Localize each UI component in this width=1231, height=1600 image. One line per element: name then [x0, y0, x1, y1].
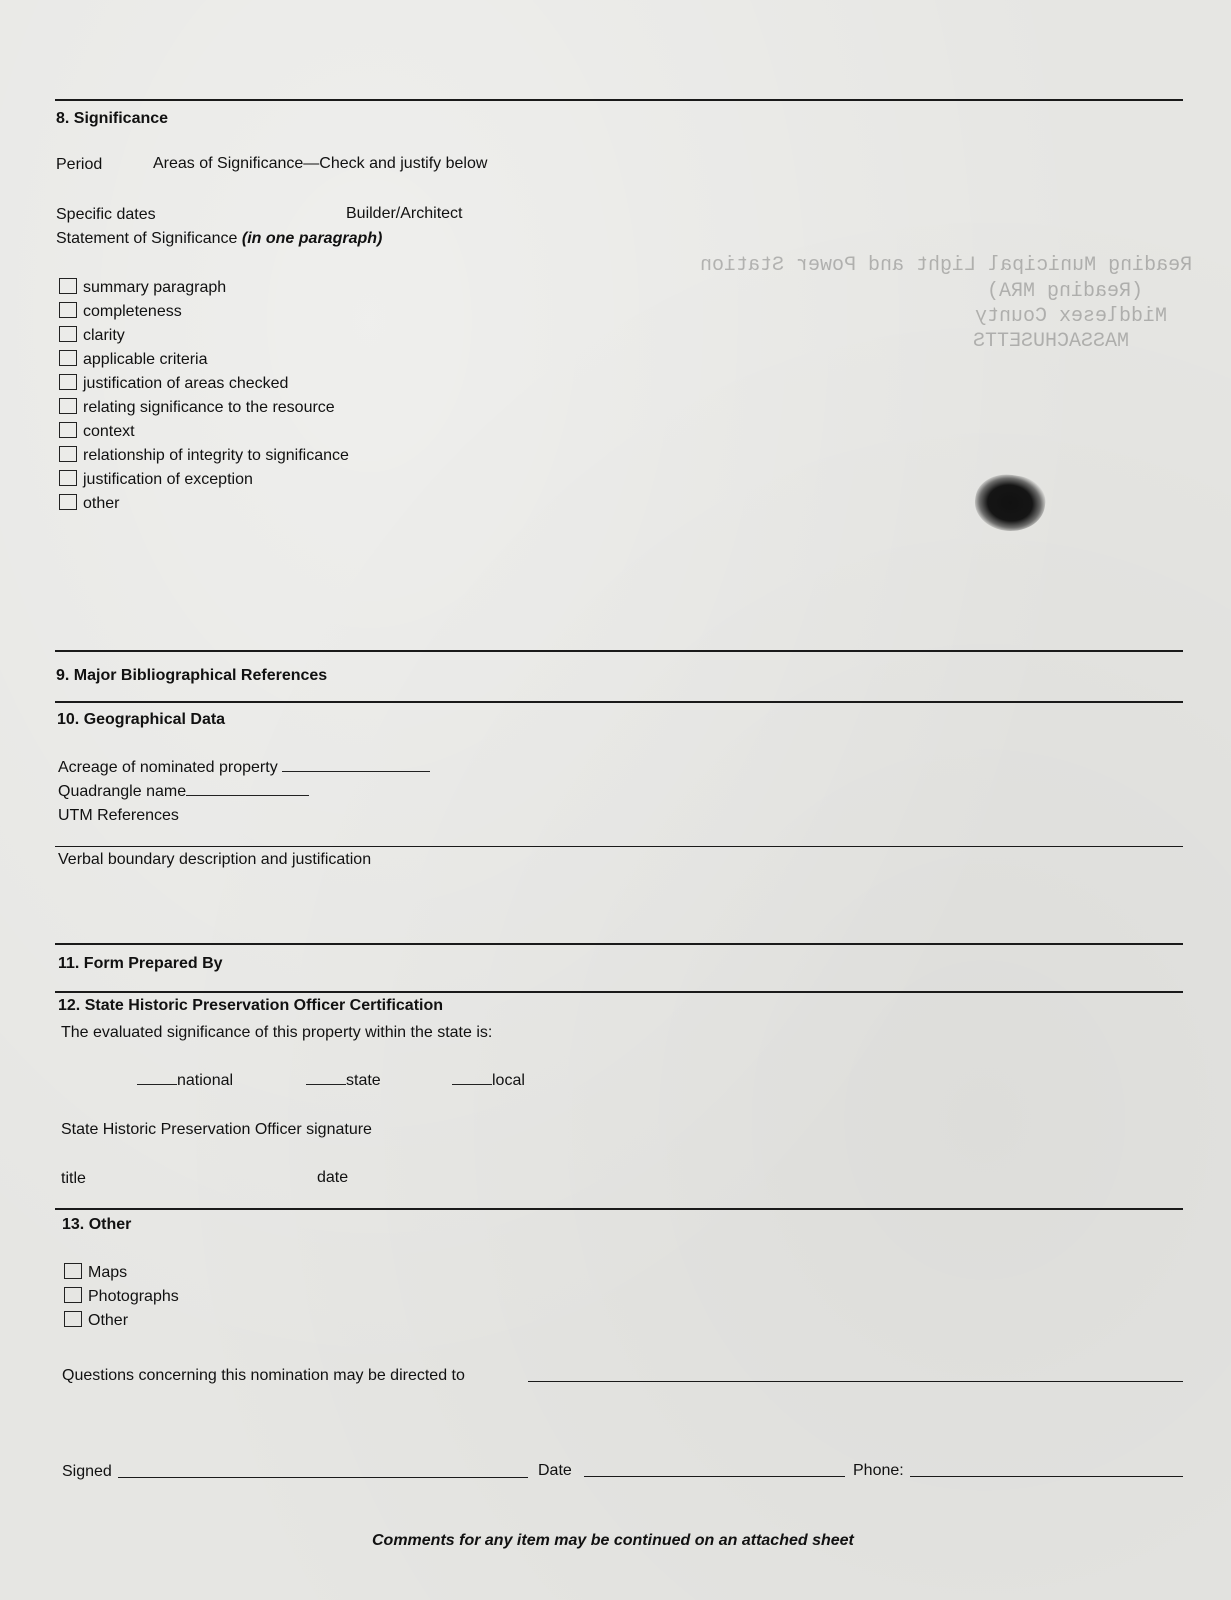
national-blank[interactable] — [137, 1072, 177, 1085]
checklist-item-relating-significance[interactable] — [59, 398, 335, 417]
checkbox[interactable] — [64, 1311, 82, 1327]
period-label: Period — [56, 156, 103, 173]
checklist-label: context — [83, 423, 135, 440]
reverse-typed-line-2: (Reading MRA) — [987, 280, 1144, 303]
option-local[interactable] — [452, 1072, 525, 1090]
divider-section-13 — [55, 1208, 1183, 1210]
statement-of-significance-label — [56, 230, 382, 248]
reverse-typed-line-4: MASSACHUSETTS — [973, 330, 1130, 353]
quadrangle-label: Quadrangle name — [58, 783, 187, 800]
checklist-item-applicable-criteria[interactable] — [59, 350, 208, 369]
checklist-label: summary paragraph — [83, 279, 227, 296]
other-item-label: Maps — [88, 1264, 128, 1281]
footer-date-label: Date — [538, 1462, 572, 1479]
divider-section-12 — [55, 991, 1183, 993]
checklist-label: clarity — [83, 327, 125, 344]
checkbox[interactable] — [59, 326, 77, 342]
reverse-typed-line-3: Middlesex County — [975, 305, 1168, 328]
checklist-label: other — [83, 495, 120, 512]
phone-blank[interactable] — [910, 1476, 1183, 1477]
checklist-item-integrity[interactable] — [59, 446, 349, 465]
divider-section-11 — [55, 943, 1183, 945]
section-9-heading: 9. Major Bibliographical References — [56, 667, 328, 684]
quadrangle-field[interactable] — [58, 783, 309, 801]
other-item-label: Other — [88, 1312, 129, 1329]
checklist-item-summary-paragraph[interactable] — [59, 278, 226, 297]
statement-note: (in one paragraph) — [241, 230, 383, 247]
section-11-heading: 11. Form Prepared By — [58, 955, 223, 972]
other-item-label: Photographs — [88, 1288, 179, 1305]
date-blank[interactable] — [584, 1476, 845, 1477]
quadrangle-blank[interactable] — [186, 783, 309, 796]
checklist-item-completeness[interactable] — [59, 302, 182, 321]
checkbox[interactable] — [64, 1263, 82, 1279]
other-item-other[interactable] — [64, 1311, 128, 1330]
checkbox[interactable] — [59, 374, 77, 390]
checkbox[interactable] — [59, 494, 77, 510]
checklist-label: justification of exception — [83, 471, 253, 488]
acreage-field[interactable] — [58, 759, 430, 777]
checkbox[interactable] — [64, 1287, 82, 1303]
option-national[interactable] — [137, 1072, 233, 1090]
questions-label: Questions concerning this nomination may be directed to — [62, 1367, 465, 1384]
statement-label-text: Statement of Significance — [56, 230, 238, 247]
checklist-label: completeness — [83, 303, 182, 320]
phone-label: Phone: — [853, 1462, 904, 1479]
checkbox[interactable] — [59, 470, 77, 486]
checklist-label: applicable criteria — [83, 351, 208, 368]
title-label: title — [61, 1170, 86, 1187]
section-10-heading: 10. Geographical Data — [57, 711, 226, 728]
checkbox[interactable] — [59, 422, 77, 438]
section-13-heading: 13. Other — [62, 1216, 132, 1233]
checklist-label: relationship of integrity to significance — [83, 447, 349, 464]
shpo-signature-label: State Historic Preservation Officer signature — [61, 1121, 372, 1138]
section-12-heading: 12. State Historic Preservation Officer Certification — [58, 997, 444, 1014]
divider-verbal — [55, 846, 1183, 847]
checklist-item-other[interactable] — [59, 494, 119, 513]
questions-blank[interactable] — [528, 1381, 1183, 1382]
state-blank[interactable] — [306, 1072, 346, 1085]
date-label: date — [317, 1169, 349, 1186]
local-label: local — [492, 1072, 525, 1089]
reverse-typed-line-1: Reading Municipal Light and Power Station — [700, 254, 1193, 277]
checkbox[interactable] — [59, 398, 77, 414]
checklist-item-clarity[interactable] — [59, 326, 125, 345]
utm-references-label: UTM References — [58, 807, 179, 824]
signed-label: Signed — [62, 1463, 112, 1480]
checkbox[interactable] — [59, 446, 77, 462]
builder-architect-label: Builder/Architect — [346, 205, 463, 222]
acreage-blank[interactable] — [282, 759, 430, 772]
checkbox[interactable] — [59, 278, 77, 294]
divider-top — [55, 99, 1183, 101]
checkbox[interactable] — [59, 302, 77, 318]
state-label: state — [346, 1072, 381, 1089]
specific-dates-label: Specific dates — [56, 206, 156, 223]
areas-of-significance-label: Areas of Significance—Check and justify below — [153, 155, 488, 172]
other-item-photographs[interactable] — [64, 1287, 179, 1306]
checklist-item-justification-areas[interactable] — [59, 374, 288, 393]
checklist-label: justification of areas checked — [83, 375, 289, 392]
checklist-label: relating significance to the resource — [83, 399, 335, 416]
signed-blank[interactable] — [118, 1477, 528, 1478]
ink-stain — [971, 470, 1048, 535]
option-state[interactable] — [306, 1072, 381, 1090]
comments-note: Comments for any item may be continued on an attached sheet — [372, 1532, 854, 1549]
verbal-boundary-label: Verbal boundary description and justification — [58, 851, 372, 868]
checklist-item-justification-exception[interactable] — [59, 470, 253, 489]
acreage-label: Acreage of nominated property — [58, 759, 278, 776]
section-8-heading: 8. Significance — [56, 110, 169, 127]
divider-section-10 — [55, 701, 1183, 703]
checklist-item-context[interactable] — [59, 422, 135, 441]
other-item-maps[interactable] — [64, 1263, 127, 1282]
divider-section-9 — [55, 650, 1183, 652]
evaluated-significance-text: The evaluated significance of this property within the state is: — [61, 1024, 493, 1041]
local-blank[interactable] — [452, 1072, 492, 1085]
national-label: national — [177, 1072, 234, 1089]
checkbox[interactable] — [59, 350, 77, 366]
